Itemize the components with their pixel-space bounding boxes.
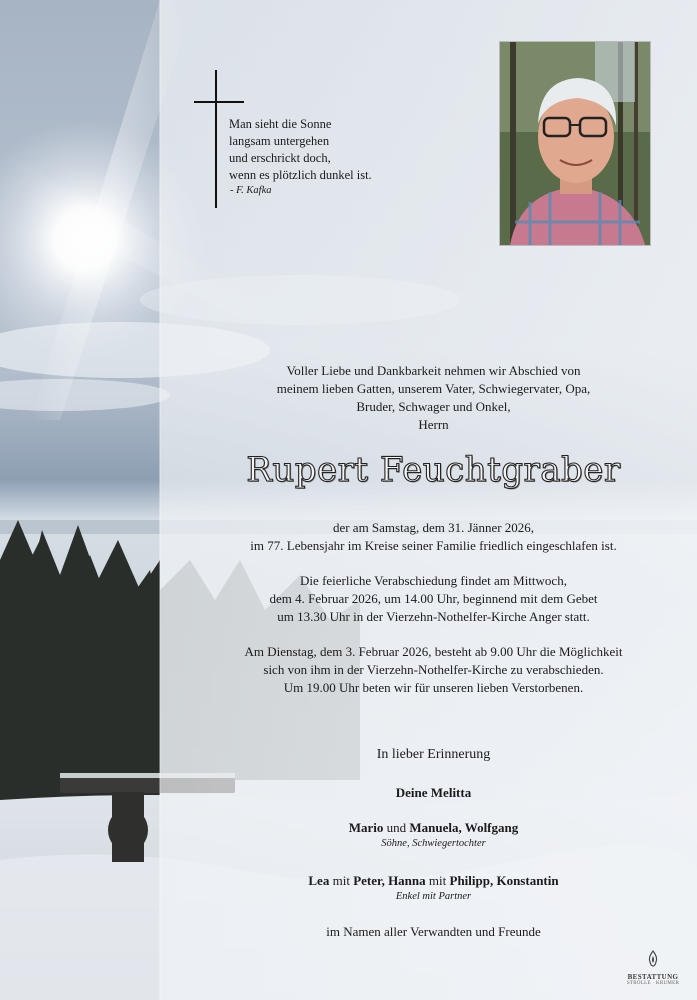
viewing-info [170,643,697,697]
ceremony-line: Die feierliche Verabschiedung findet am Mittwoch, [300,573,567,588]
grandchildren-caption: Enkel mit Partner [395,891,472,902]
intro-line: Bruder, Schwager und Onkel, [356,399,511,414]
funeral-home-logo [618,950,688,986]
children-caption: Söhne, Schwiegertochter [381,838,486,849]
child-name: Manuela, Wolfgang [409,820,519,835]
grandchild-name: Peter, Hanna [353,873,426,888]
child-name: Mario [348,820,384,835]
portrait-photo [499,41,651,246]
grandchildren-block [170,872,697,904]
joiner-text: mit [428,873,447,888]
quote-line: langsam untergehen [229,134,330,148]
grandchild-name: Philipp, Konstantin [449,873,559,888]
grandchild-name: Lea [308,873,330,888]
ceremony-line: dem 4. Februar 2026, um 14.00 Uhr, beginnend mit dem Gebet [269,591,598,606]
viewing-line: Um 19.00 Uhr beten wir für unseren lieben Verstorbenen. [283,680,584,695]
logo-subtitle: STRÖLLE · KRUMER [626,981,680,986]
intro-line: Herrn [418,417,449,432]
death-notice-line: der am Samstag, dem 31. Jänner 2026, [332,520,535,535]
ceremony-line: um 13.30 Uhr in der Vierzehn-Nothelfer-Kirche Anger statt. [277,609,590,624]
cross-icon-bar [194,101,244,103]
quote-line: Man sieht die Sonne [229,117,332,131]
remembrance-heading: In lieber Erinnerung [376,747,491,762]
ceremony-info [170,572,697,626]
intro-text [170,362,697,434]
quote-line: und erschrickt doch, [229,151,331,165]
kafka-quote [229,116,372,198]
joiner-text: mit [332,873,350,888]
deceased-name: Rupert Feuchtgraber [246,450,621,490]
closing-text: im Namen aller Verwandten und Freunde [326,924,541,939]
flame-icon [643,950,663,968]
viewing-line: Am Dienstag, dem 3. Februar 2026, besteht ab 9.00 Uhr die Möglichkeit [244,644,623,659]
joiner-text: und [386,820,407,835]
intro-line: Voller Liebe und Dankbarkeit nehmen wir Abschied von [286,363,581,378]
wife-name: Deine Melitta [395,785,472,800]
viewing-line: sich von ihm in der Vierzehn-Nothelfer-Kirche zu verabschieden. [263,662,604,677]
cross-icon [215,70,217,208]
intro-line: meinem lieben Gatten, unserem Vater, Schwiegervater, Opa, [276,381,591,396]
death-notice-line: im 77. Lebensjahr im Kreise seiner Familie friedlich eingeschlafen ist. [250,538,617,553]
children-block [170,819,697,851]
quote-line: wenn es plötzlich dunkel ist. [229,168,372,182]
logo-title: BESTATTUNG [627,973,679,981]
death-notice [170,519,697,555]
quote-author: - F. Kafka [230,185,272,196]
